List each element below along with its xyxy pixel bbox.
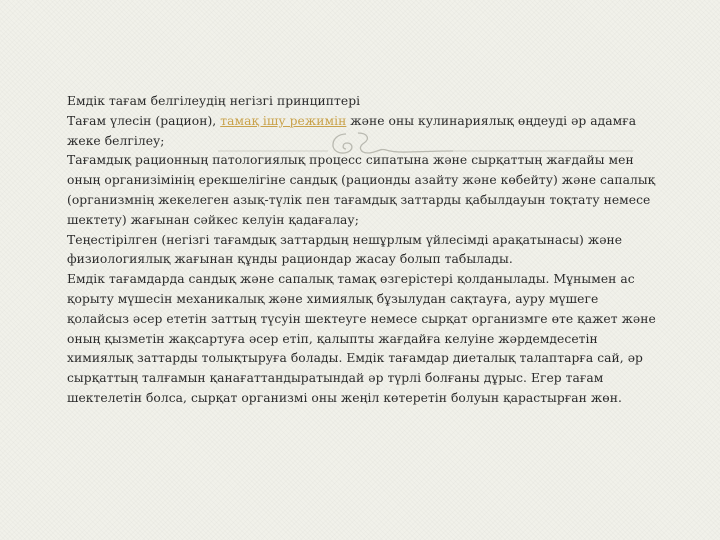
paragraph-balanced-ration: Теңестірілген (негізгі тағамдық заттардың нешұрлым үйлесімді арақатынасы) және физиологиялық жағынан құнды рациондар жасау болып табылады. [67, 232, 623, 267]
paragraph-text: Тағам үлесін (рацион), [67, 113, 221, 128]
paragraph-therapeutic-food: Емдік тағамдарда сандық және сапалық тамақ өзгерістері қолданылады. Мұнымен ас қорыту мүшесін механикалық және химиялық бұзылудан сақтауға, ауру мүшеге қолайсыз әсер ететін заттың түсуін шектеуге немесе сырқат организмге өте қажет және оның қызметін жақсартуға әсер етіп, қалыпты жағдайға келуіне жәрдемдесетін химиялық заттарды толықтыруға болады. Емдік тағамдар диеталық талаптарға сай, әр сырқаттың талғамын қанағаттандыратындай әр түрлі болғаны дұрыс. Егер тағам шектелетін болса, сырқат организмі оны жеңіл көтеретін болуын қарастырған жөн. [67, 272, 656, 405]
document-body [67, 92, 657, 409]
paragraph-diet-assignment [67, 112, 657, 152]
document-heading: Емдік тағам белгілеудің негізгі принциптері [67, 94, 361, 108]
paragraph-text: және оны кулинариялық өңдеуді әр адамға жеке белгілеу; [67, 113, 637, 148]
meal-regime-link[interactable]: тамақ ішу режимін [220, 113, 347, 128]
paragraph-ration-compliance: Тағамдық рационның патологиялық процесс сипатына және сырқаттың жағдайы мен оның организімінің ерекшелігіне сандық (рационды азайту және көбейту) және сапалық (организмнің жекелеген азық-түлік пен тағамдық заттарды қабылдауын тоқтату немесе шектету) жағынан сәйкес келуін қадағалау; [67, 153, 656, 227]
